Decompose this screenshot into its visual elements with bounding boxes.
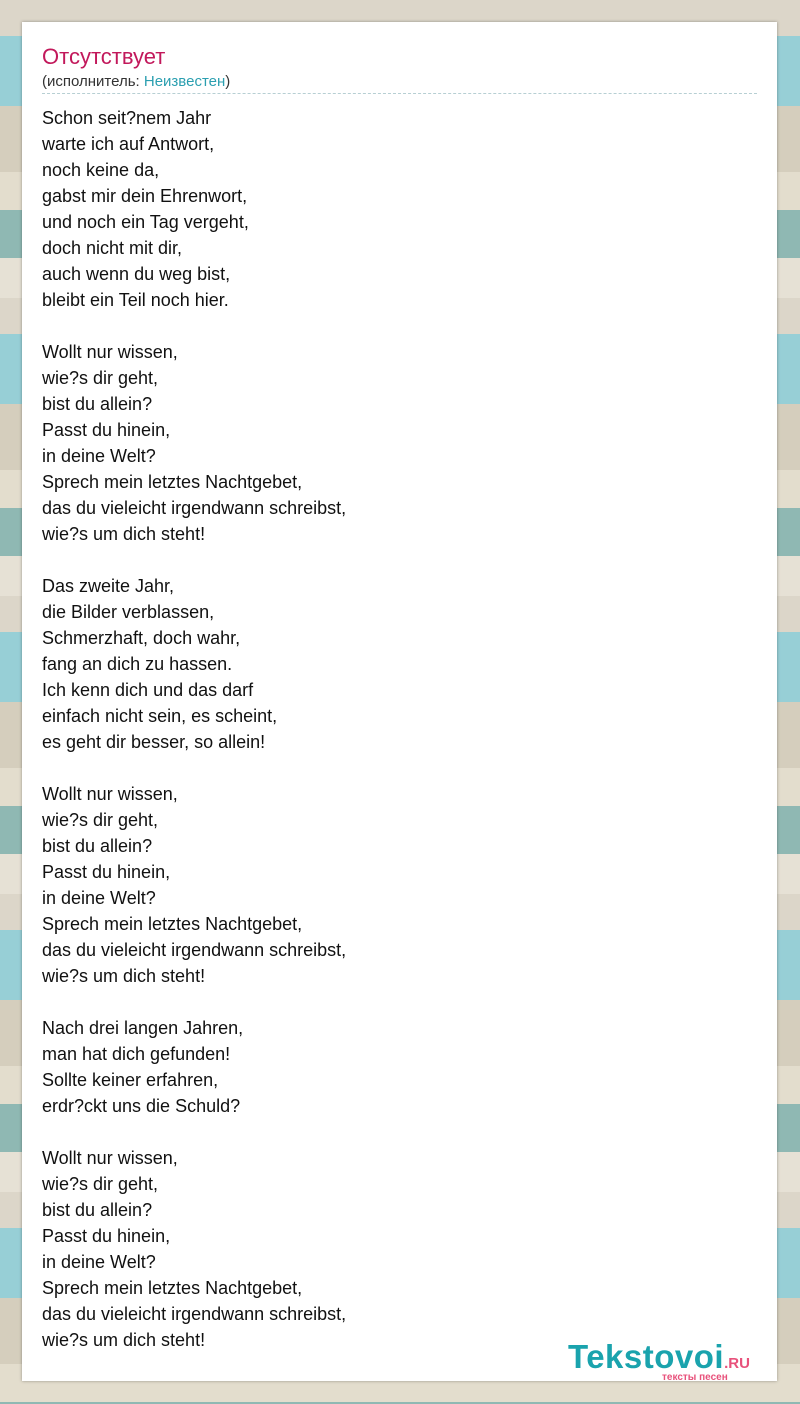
lyrics-line: es geht dir besser, so allein!	[42, 732, 266, 752]
lyrics-line: wie?s dir geht,	[42, 810, 159, 830]
lyrics-stanza	[42, 573, 742, 755]
lyrics-line: fang an dich zu hassen.	[42, 654, 233, 674]
song-title: Отсутствует	[42, 44, 166, 69]
lyrics-line: und noch ein Tag vergeht,	[42, 212, 249, 232]
lyrics-line: einfach nicht sein, es scheint,	[42, 706, 278, 726]
lyrics-line: bist du allein?	[42, 1200, 153, 1220]
lyrics-line: Schon seit?nem Jahr	[42, 108, 212, 128]
lyrics-line: wie?s um dich steht!	[42, 966, 206, 986]
lyrics-line: noch keine da,	[42, 160, 160, 180]
lyrics-line: Sprech mein letztes Nachtgebet,	[42, 914, 303, 934]
lyrics-line: in deine Welt?	[42, 1252, 156, 1272]
lyrics-line: gabst mir dein Ehrenwort,	[42, 186, 248, 206]
site-logo[interactable]	[568, 1339, 750, 1382]
lyrics-line: das du vieleicht irgendwann schreibst,	[42, 1304, 347, 1324]
artist-line	[42, 73, 230, 91]
lyrics-line: erdr?ckt uns die Schuld?	[42, 1096, 241, 1116]
lyrics-line: wie?s dir geht,	[42, 368, 159, 388]
lyrics-line: Wollt nur wissen,	[42, 784, 178, 804]
lyrics-line: Wollt nur wissen,	[42, 342, 178, 362]
lyrics-stanza	[42, 339, 742, 547]
artist-prefix: (исполнитель:	[42, 73, 144, 90]
lyrics-text	[42, 105, 742, 1353]
lyrics-line: in deine Welt?	[42, 888, 156, 908]
logo-tld: .RU	[724, 1355, 750, 1372]
lyrics-line: Sollte keiner erfahren,	[42, 1070, 219, 1090]
lyrics-line: Ich kenn dich und das darf	[42, 680, 254, 700]
lyrics-line: Passt du hinein,	[42, 862, 171, 882]
title-divider	[42, 93, 757, 94]
lyrics-line: in deine Welt?	[42, 446, 156, 466]
lyrics-line: bist du allein?	[42, 394, 153, 414]
lyrics-line: Sprech mein letztes Nachtgebet,	[42, 472, 303, 492]
lyrics-stanza	[42, 105, 742, 313]
lyrics-line: wie?s dir geht,	[42, 1174, 159, 1194]
lyrics-line: die Bilder verblassen,	[42, 602, 215, 622]
logo-tagline: тексты песен	[662, 1372, 728, 1383]
lyrics-line: doch nicht mit dir,	[42, 238, 183, 258]
artist-link[interactable]: Неизвестен	[143, 73, 226, 90]
lyrics-line: Wollt nur wissen,	[42, 1148, 178, 1168]
lyrics-line: wie?s um dich steht!	[42, 1330, 206, 1350]
lyrics-line: Passt du hinein,	[42, 1226, 171, 1246]
lyrics-line: bleibt ein Teil noch hier.	[42, 290, 229, 310]
lyrics-stanza	[42, 781, 742, 989]
lyrics-stanza	[42, 1015, 742, 1119]
lyrics-line: man hat dich gefunden!	[42, 1044, 231, 1064]
lyrics-line: bist du allein?	[42, 836, 153, 856]
lyrics-card	[22, 22, 777, 1381]
lyrics-stanza	[42, 1145, 742, 1353]
lyrics-line: Nach drei langen Jahren,	[42, 1018, 244, 1038]
lyrics-line: Das zweite Jahr,	[42, 576, 175, 596]
lyrics-line: Passt du hinein,	[42, 420, 171, 440]
lyrics-line: auch wenn du weg bist,	[42, 264, 231, 284]
lyrics-line: warte ich auf Antwort,	[42, 134, 215, 154]
artist-suffix: )	[225, 73, 231, 90]
lyrics-line: das du vieleicht irgendwann schreibst,	[42, 498, 347, 518]
lyrics-line: wie?s um dich steht!	[42, 524, 206, 544]
lyrics-line: Sprech mein letztes Nachtgebet,	[42, 1278, 303, 1298]
lyrics-line: Schmerzhaft, doch wahr,	[42, 628, 241, 648]
logo-brand: Tekstovoi	[568, 1338, 725, 1375]
lyrics-line: das du vieleicht irgendwann schreibst,	[42, 940, 347, 960]
